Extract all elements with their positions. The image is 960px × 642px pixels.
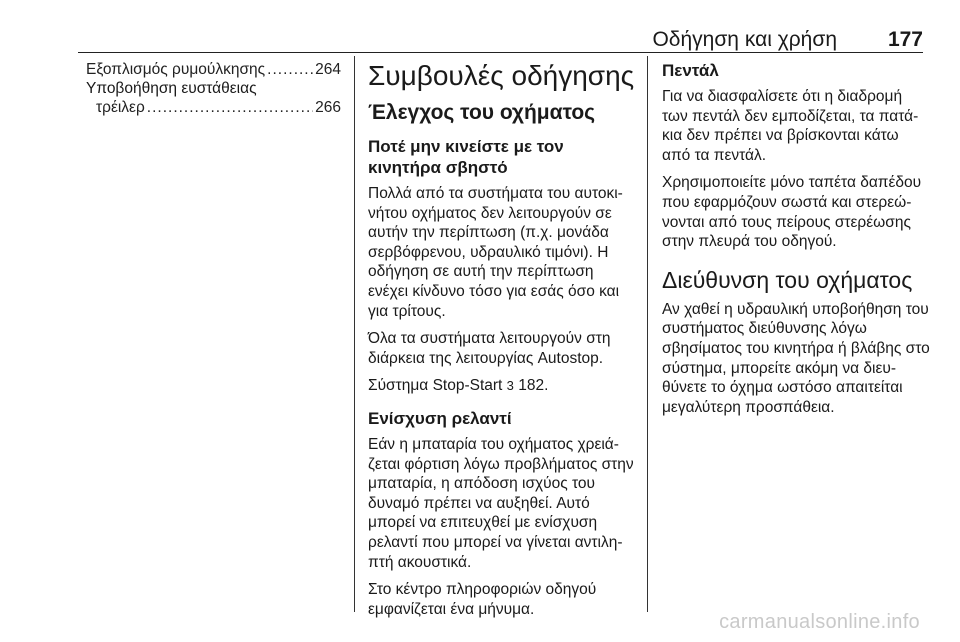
paragraph: Εάν η μπαταρία του οχήματος χρειά-ζεται φόρτιση λόγω προβλήματος στην μπαταρία, η απόδοση ισχύος του δυναμό πρέπει να αυξηθεί. Αυτό μπορεί να επιτευχθεί με ενίσχυση ρελαντί που μπορεί να γίνεται αντιλη-πτή ακουστικά. [368, 435, 634, 571]
right-column [662, 60, 930, 425]
paragraph: Όλα τα συστήματα λειτουργούν στη διάρκεια της λειτουργίας Autostop. [368, 330, 611, 367]
arrow-icon: 3 [506, 378, 514, 394]
chapter-title: Συμβουλές οδήγησης [368, 60, 635, 91]
reference-text: Σύστημα Stop-Start [368, 377, 503, 395]
main-column [368, 60, 636, 627]
section-title: Διεύθυνση του οχήματος [662, 266, 913, 293]
page-number: 177 [887, 28, 923, 51]
toc-entry-title: τρέιλερ [96, 99, 145, 116]
watermark: carmanualsonline.info [719, 611, 920, 633]
page-header [78, 18, 923, 53]
cross-reference[interactable] [368, 376, 636, 396]
section-title: Έλεγχος του οχήματος [368, 101, 596, 124]
toc-leader [147, 98, 313, 117]
column-divider [647, 56, 648, 612]
reference-page: 182. [518, 377, 549, 395]
toc-entry-page: 264 [315, 61, 341, 78]
paragraph: Χρησιμοποιείτε μόνο ταπέτα δαπέδου που εφαρμόζουν σωστά και στερεώ-νονται από τους πείρους στερέωσης στην πλευρά του οδηγού. [662, 174, 922, 251]
toc-entry-title-line1: Υποβοήθηση ευστάθειας [86, 80, 257, 97]
paragraph: Για να διασφαλίσετε ότι η διαδρομή των πεντάλ δεν εμποδίζεται, τα πατά-κια δεν πρέπει να βρίσκονται κάτω από τα πεντάλ. [662, 88, 919, 164]
subsection-title: Ποτέ μην κινείστε με τον κινητήρα σβηστό [368, 137, 564, 177]
column-divider [354, 56, 355, 612]
running-title: Οδήγηση και χρήση [652, 28, 837, 51]
toc-entry[interactable] [86, 98, 341, 117]
paragraph: Αν χαθεί η υδραυλική υποβοήθηση του συστήματος διεύθυνσης λόγω σβησίματος του κινητήρα ή βλάβης στο σύστημα, μπορείτε ακόμη να διευ-θύνετε το όχημα ωστόσο απαιτείται μεγαλύτερη προσπάθεια. [662, 300, 930, 416]
paragraph: Πολλά από τα συστήματα του αυτοκι-νήτου οχήματος δεν λειτουργούν σε αυτήν την περίπτωση (π.χ. μονάδα σερβόφρενου, υδραυλικό τιμόνι). Η οδήγηση σε αυτή την περίπτωση ενέχει κίνδυνο τόσο για εσάς όσο και για τρίτους. [368, 185, 623, 320]
subsection-title: Πεντάλ [662, 61, 719, 80]
toc-entry-page: 266 [315, 99, 341, 116]
toc-leader [267, 60, 313, 79]
toc-entry[interactable] [86, 60, 341, 79]
paragraph: Στο κέντρο πληροφοριών οδηγού εμφανίζεται ένα μήνυμα. [368, 581, 597, 618]
subsection-title: Ενίσχυση ρελαντί [368, 408, 512, 428]
toc-entry-title: Εξοπλισμός ρυμούλκησης [86, 61, 266, 78]
toc-column [86, 60, 341, 117]
